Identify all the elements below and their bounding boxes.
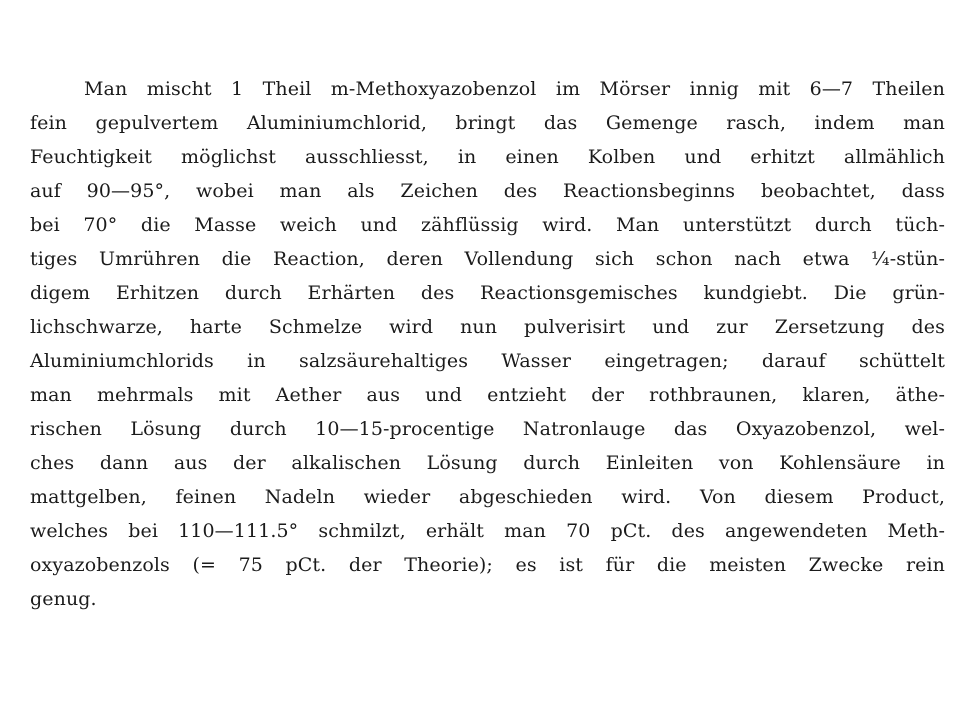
paragraph bbox=[30, 72, 945, 616]
text-line: Feuchtigkeit möglichst ausschliesst, in einen Kolben und erhitzt allmählich bbox=[30, 146, 945, 168]
text-line: rischen Lösung durch 10—15-procentige Natronlauge das Oxyazobenzol, wel- bbox=[30, 418, 945, 440]
text-line: tiges Umrühren die Reaction, deren Vollendung sich schon nach etwa ¼-stün- bbox=[30, 248, 945, 270]
text-line: Man mischt 1 Theil m-Methoxyazobenzol im Mörser innig mit 6—7 Theilen bbox=[84, 78, 945, 100]
text-line: lichschwarze, harte Schmelze wird nun pulverisirt und zur Zersetzung des bbox=[30, 316, 945, 338]
text-line: genug. bbox=[30, 588, 97, 610]
text-line: mattgelben, feinen Nadeln wieder abgeschieden wird. Von diesem Product, bbox=[30, 486, 945, 508]
text-line: auf 90—95°, wobei man als Zeichen des Reactionsbeginns beobachtet, dass bbox=[30, 180, 945, 202]
text-line: welches bei 110—111.5° schmilzt, erhält man 70 pCt. des angewendeten Meth- bbox=[30, 520, 945, 542]
text-line: oxyazobenzols (= 75 pCt. der Theorie); es ist für die meisten Zwecke rein bbox=[30, 554, 945, 576]
text-line: fein gepulvertem Aluminiumchlorid, bringt das Gemenge rasch, indem man bbox=[30, 112, 945, 134]
text-line: ches dann aus der alkalischen Lösung durch Einleiten von Kohlensäure in bbox=[30, 452, 945, 474]
text-line: bei 70° die Masse weich und zähflüssig wird. Man unterstützt durch tüch- bbox=[30, 214, 945, 236]
text-line: Aluminiumchlorids in salzsäurehaltiges Wasser eingetragen; darauf schüttelt bbox=[30, 350, 945, 372]
text-line: man mehrmals mit Aether aus und entzieht der rothbraunen, klaren, äthe- bbox=[30, 384, 945, 406]
text-line: digem Erhitzen durch Erhärten des Reactionsgemisches kundgiebt. Die grün- bbox=[30, 282, 945, 304]
